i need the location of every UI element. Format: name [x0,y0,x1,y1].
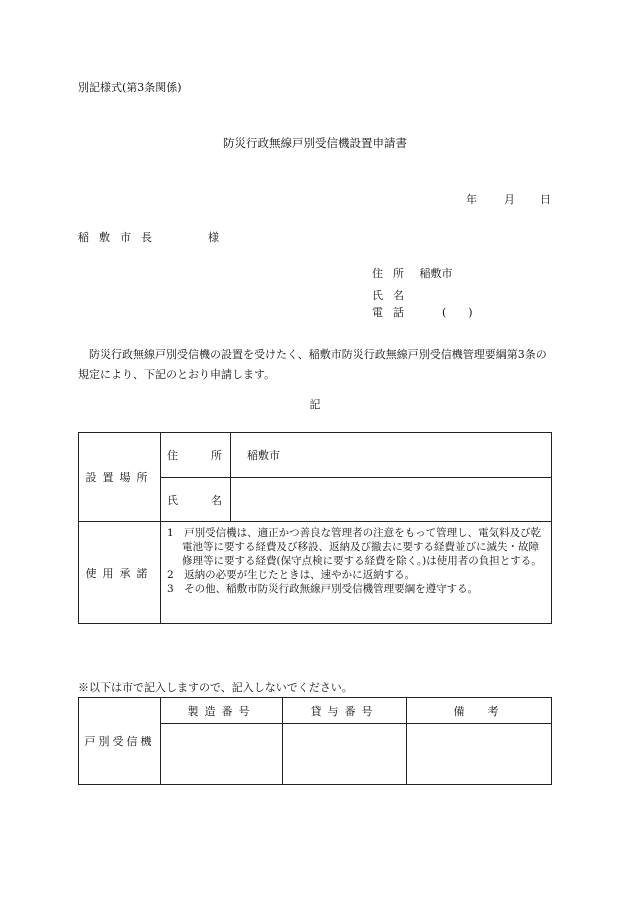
office-use-note: ※以下は市で記入しますので、記入しないでください。 [78,681,353,694]
name-label-part2: 名 [211,493,222,507]
document-title: 防災行政無線戸別受信機設置申請書 [223,136,407,150]
form-number-label: 別記様式(第3条関係) [78,81,182,94]
applicant-phone-label: 電話 [372,306,414,319]
address-field-label [161,433,231,478]
term-item-1: 1 戸別受信機は、適正かつ善良な管理者の注意をもって管理し、電気料及び乾電池等に要する経費及び移設、返納及び撤去に要する経費並びに滅失・故障修理等に要する経費(保守点検に要する経費を除く。)は使用者の負担とする。 [167,527,542,567]
receiver-label: 戸別受信機 [79,698,161,785]
installation-table [78,432,552,624]
office-use-table [78,697,552,785]
term-item-3: 3 その他、稲敷市防災行政無線戸別受信機管理要綱を遵守する。 [167,583,479,595]
install-place-label: 設置場所 [79,433,161,522]
recipient-honorific: 様 [208,231,219,244]
consent-label: 使用承諾 [79,522,161,624]
applicant-name-row [372,290,416,301]
applicant-phone-paren: ( ) [442,306,473,319]
name-field-label [161,478,231,522]
date-month-label: 月 [504,193,515,206]
header-loan-number: 貸与番号 [283,698,407,724]
install-name-value [231,478,552,522]
applicant-address-label: 住所 [372,267,414,280]
term-item-2: 2 返納の必要が生じたときは、速やかに返納する。 [167,569,416,581]
applicant-address-value: 稲敷市 [419,267,453,280]
date-day-label: 日 [540,193,551,206]
name-label-part1: 氏 [167,493,178,507]
applicant-name-label: 氏名 [372,289,414,302]
install-address-value: 稲敷市 [231,433,552,478]
header-serial-number: 製造番号 [161,698,283,724]
address-label-part2: 所 [211,449,222,462]
applicant-address-row [372,268,453,279]
address-label-part1: 住 [167,449,178,462]
date-year-label: 年 [466,193,477,206]
consent-terms [161,522,552,624]
recipient-line [78,231,219,244]
serial-number-cell [161,724,283,785]
applicant-phone-row [372,306,473,319]
loan-number-cell [283,724,407,785]
recipient-name: 稲敷市長 [78,231,162,244]
application-body-text: 防災行政無線戸別受信機の設置を受けたく、稲敷市防災行政無線戸別受信機管理要綱第3条の規定により、下記のとおり申請します。 [78,348,547,381]
ki-heading: 記 [309,398,321,411]
header-remarks: 備 考 [407,698,552,724]
remarks-cell [407,724,552,785]
